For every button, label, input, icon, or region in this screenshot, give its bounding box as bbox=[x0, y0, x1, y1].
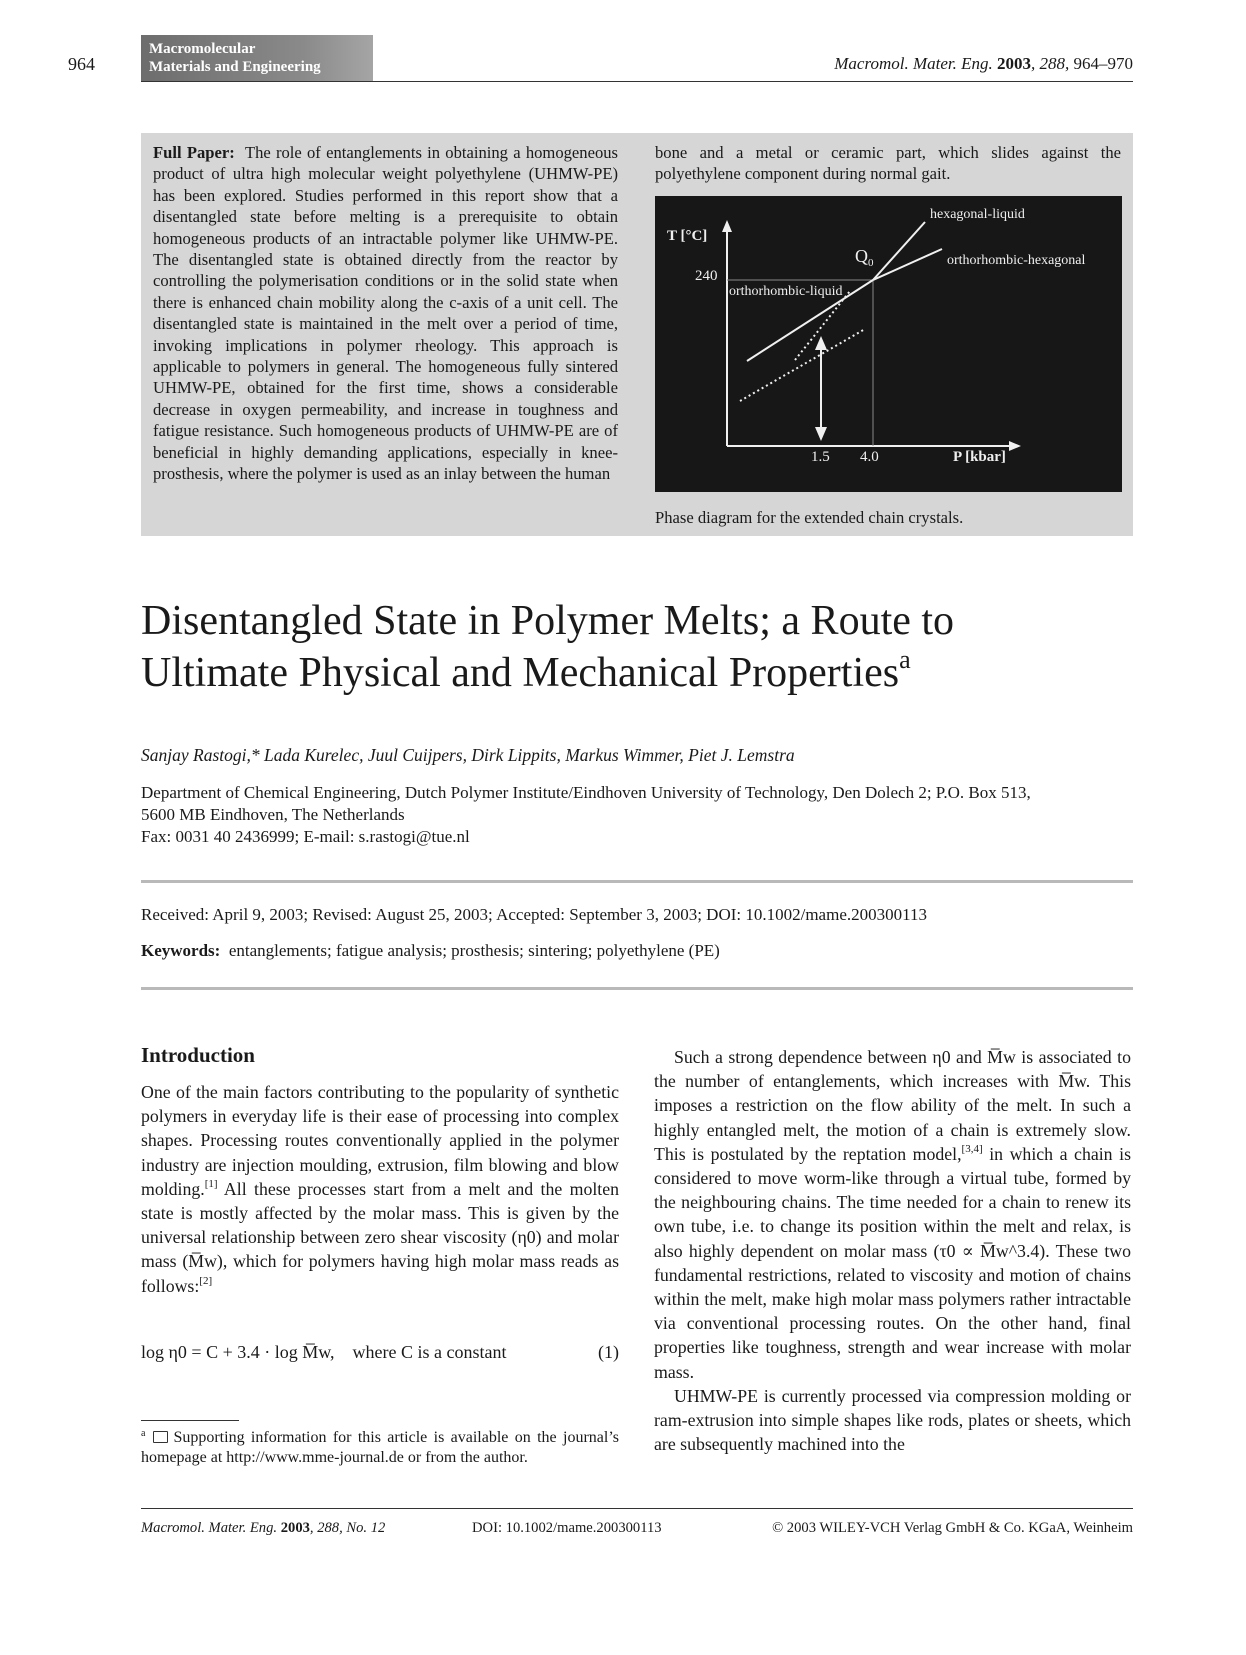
label-orthorhombic-liquid: orthorhombic-liquid bbox=[729, 284, 843, 299]
article-title bbox=[141, 595, 1131, 699]
abstract-left-column bbox=[153, 142, 618, 485]
footnote bbox=[141, 1424, 619, 1469]
intro-paragraph-1 bbox=[141, 1080, 619, 1298]
y-axis-label: T [°C] bbox=[667, 228, 708, 244]
x-tick-1-5: 1.5 bbox=[811, 449, 830, 465]
x-tick-4-0: 4.0 bbox=[860, 449, 879, 465]
footer-journal: Macromol. Mater. Eng. bbox=[141, 1520, 278, 1536]
body-left-column bbox=[141, 1080, 619, 1298]
arrow-up-icon bbox=[815, 336, 827, 350]
phase-diagram-svg bbox=[655, 196, 1122, 492]
x-axis-arrow bbox=[1009, 441, 1021, 451]
title-line-2: Ultimate Physical and Mechanical Properties bbox=[141, 650, 900, 696]
divider-rule-top bbox=[141, 880, 1133, 883]
footer-year: 2003 bbox=[280, 1520, 310, 1536]
body-right-column bbox=[654, 1045, 1131, 1456]
arrow-down-icon bbox=[815, 427, 827, 441]
x-axis-label: P [kbar] bbox=[953, 449, 1006, 465]
footnote-text: Supporting information for this article is available on the journal’s homepage at http://www.mme-journal.de or from the author. bbox=[141, 1429, 619, 1467]
label-hexagonal-liquid: hexagonal-liquid bbox=[930, 207, 1025, 222]
abstract-right-column: bone and a metal or ceramic part, which slides against the polyethylene component during normal gait. bbox=[655, 143, 1121, 184]
affiliation-line-2: 5600 MB Eindhoven, The Netherlands bbox=[141, 805, 405, 824]
keywords bbox=[141, 941, 720, 961]
abstract-label: Full Paper: bbox=[153, 143, 235, 162]
authors: Sanjay Rastogi,* Lada Kurelec, Juul Cuijpers, Dirk Lippits, Markus Wimmer, Piet J. Lemstra bbox=[141, 745, 795, 765]
right-paragraph-1 bbox=[654, 1045, 1131, 1384]
figure-caption: Phase diagram for the extended chain crystals. bbox=[655, 508, 964, 527]
logo-line-2: Materials and Engineering bbox=[149, 59, 321, 75]
intro-text-b: All these processes start from a melt and the molten state is mostly affected by the molar mass. This is given by the universal relationship between zero shear viscosity (η0) and molar mass (M̅w), which for polymers having high molar mass reads as follows: bbox=[141, 1178, 619, 1296]
right-text-b: in which a chain is considered to move worm-like through a virtual tube, formed by the neighbouring chains. The time needed for a chain to renew its own tube, i.e. to change its position within the melt and relax, is also highly dependent on molar mass (τ0 ∝ M̅w^3.4). These two fundamental restrictions, related to viscosity and motion of chains within the melt, make high molar mass polymers rather intractable via conventional processing routes. On the other hand, final properties like toughness, strength and wear increase with molar mass. bbox=[654, 1143, 1131, 1382]
citation-3-4: [3,4] bbox=[961, 1142, 983, 1155]
y-tick-240: 240 bbox=[695, 268, 718, 284]
point-q-label: Q bbox=[855, 246, 868, 266]
title-footnote-mark: a bbox=[899, 645, 911, 674]
intro-text-a: One of the main factors contributing to the popularity of synthetic polymers in everyday life is their ease of processing into complex shapes. Processing routes conventionally applied in the polymer industry are injection moulding, extrusion, film blowing and blow molding. bbox=[141, 1082, 619, 1199]
orthorhombic-hexagonal-line bbox=[873, 249, 942, 280]
footnote-mark: a bbox=[141, 1428, 146, 1439]
abstract-text: The role of entanglements in obtaining a homogeneous product of ultra high molecular weight polyethylene (UHMW-PE) has been explored. Studies performed in this report show that a disentangled state before melting is a prerequisite to obtain homogeneous products of an intractable polymer like UHMW-PE. The disentangled state is obtained directly from the reactor by controlling the polymerisation conditions or in the solid state when there is enhanced chain mobility along the c-axis of a unit cell. The disentangled state is maintained in the melt over a period of time, invoking implications in polymer rheology. This approach is applicable to polymers in general. The homogeneous fully sintered UHMW-PE, obtained for the first time, shows a considerable decrease in oxygen permeability, and increase in toughness and fatigue resistance. Such homogeneous products of UHMW-PE are of beneficial in highly demanding applications, especially in knee-prosthesis, where the polymer is used as an inlay between the human bbox=[153, 143, 618, 484]
divider-rule-bottom bbox=[141, 987, 1133, 990]
right-text-a: Such a strong dependence between η0 and M̅w is associated to the number of entanglements, which increases with M̅w. This imposes a restriction on the flow ability of the melt. In such a highly entangled melt, the motion of a chain is extremely slow. This is postulated by the reptation model, bbox=[654, 1047, 1131, 1164]
title-line-1: Disentangled State in Polymer Melts; a Route to bbox=[141, 598, 955, 644]
footer-citation: Macromol. Mater. Eng. 2003, 288, No. 12 bbox=[141, 1520, 386, 1536]
dotted-line-lower bbox=[740, 329, 865, 401]
footnote-rule bbox=[141, 1420, 239, 1421]
equation-1 bbox=[141, 1342, 619, 1363]
running-head-journal: Macromol. Mater. Eng. bbox=[834, 54, 993, 73]
equation-number: (1) bbox=[598, 1342, 619, 1362]
received-dates: Received: April 9, 2003; Revised: August 25, 2003; Accepted: September 3, 2003; DOI: 10.1002/mame.200300113 bbox=[141, 905, 927, 924]
running-head: Macromol. Mater. Eng. 2003, 288, 964–970 bbox=[834, 54, 1133, 73]
footer-rule bbox=[141, 1508, 1133, 1509]
page-number: 964 bbox=[68, 54, 95, 74]
running-head-pages: 964–970 bbox=[1073, 54, 1133, 73]
computer-icon bbox=[153, 1431, 168, 1443]
y-axis-arrow bbox=[722, 220, 732, 232]
keywords-label: Keywords: bbox=[141, 941, 221, 960]
equation-text: log η0 = C + 3.4 · log M̅w, where C is a constant bbox=[141, 1342, 507, 1362]
footer-doi: DOI: 10.1002/mame.200300113 bbox=[472, 1520, 662, 1536]
contact-info: Fax: 0031 40 2436999; E-mail: s.rastogi@tue.nl bbox=[141, 827, 470, 846]
phase-diagram bbox=[655, 196, 1122, 492]
footer-volume-issue: 288, No. 12 bbox=[317, 1520, 386, 1536]
label-orthorhombic-hexagonal: orthorhombic-hexagonal bbox=[947, 253, 1086, 268]
header-rule bbox=[141, 81, 1133, 82]
affiliation bbox=[141, 782, 1136, 848]
introduction-heading: Introduction bbox=[141, 1043, 255, 1067]
running-head-volume: 288 bbox=[1039, 54, 1065, 73]
point-q0-label bbox=[855, 246, 874, 269]
point-q-subscript: 0 bbox=[868, 257, 874, 269]
running-head-year: 2003 bbox=[997, 54, 1031, 73]
affiliation-line-1: Department of Chemical Engineering, Dutch Polymer Institute/Eindhoven University of Technology, Den Dolech 2; P.O. Box 513, bbox=[141, 783, 1031, 802]
footer-copyright: © 2003 WILEY-VCH Verlag GmbH & Co. KGaA, Weinheim bbox=[772, 1520, 1133, 1536]
logo-line-1: Macromolecular bbox=[149, 41, 256, 57]
right-paragraph-2: UHMW-PE is currently processed via compression molding or ram-extrusion into simple shapes like rods, plates or sheets, which are subsequently machined into the bbox=[654, 1385, 1131, 1455]
keywords-list: entanglements; fatigue analysis; prosthesis; sintering; polyethylene (PE) bbox=[228, 941, 720, 960]
citation-1: [1] bbox=[204, 1177, 218, 1190]
hexagonal-liquid-line bbox=[873, 222, 925, 280]
citation-2: [2] bbox=[199, 1274, 213, 1287]
journal-logo bbox=[141, 35, 373, 81]
